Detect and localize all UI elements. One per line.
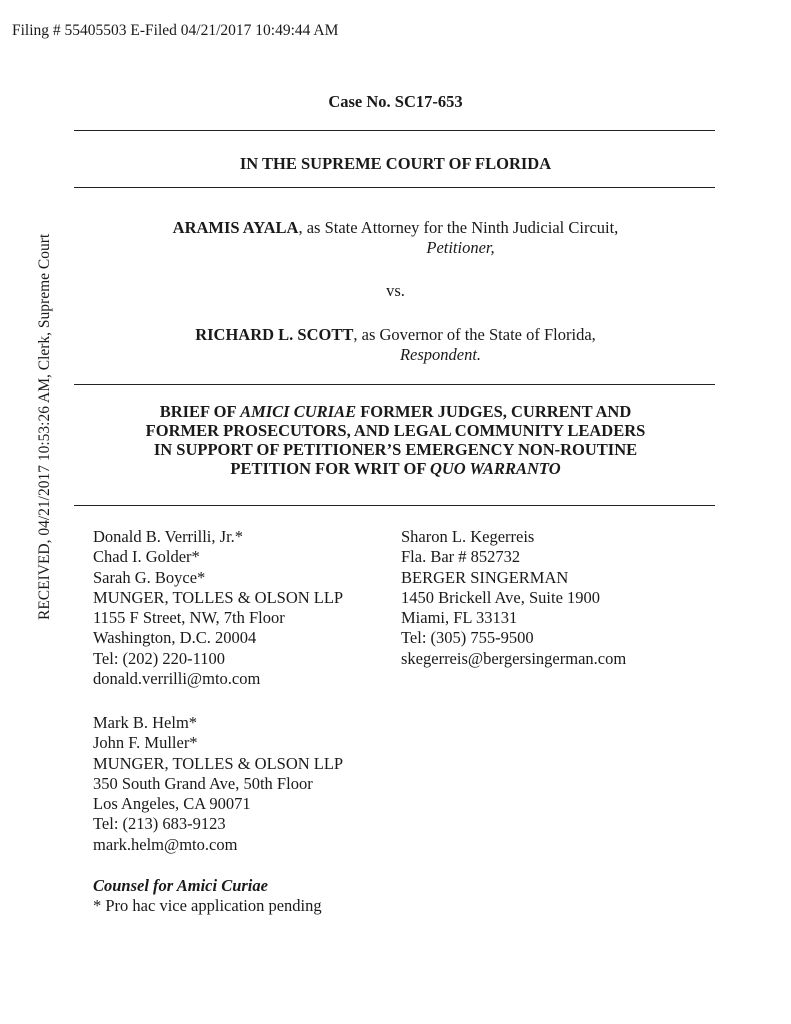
counsel-line: Donald B. Verrilli, Jr.*	[93, 527, 244, 546]
counsel-line: MUNGER, TOLLES & OLSON LLP	[93, 587, 344, 607]
counsel-line: Tel: (213) 683-9123	[93, 814, 226, 834]
counsel-block-los-angeles	[93, 713, 343, 855]
brief-title-text: FORMER JUDGES, CURRENT AND	[356, 402, 632, 421]
case-number: Case No. SC17-653	[328, 92, 463, 111]
counsel-line: Los Angeles, CA 90071	[93, 794, 251, 814]
respondent-block	[0, 325, 791, 365]
divider-rule	[74, 187, 715, 188]
respondent-line	[0, 325, 791, 345]
counsel-line: Washington, D.C. 20004	[93, 628, 257, 648]
counsel-line: 1450 Brickell Ave, Suite 1900	[401, 587, 601, 607]
versus: vs.	[386, 281, 405, 300]
counsel-line: Sarah G. Boyce*	[93, 567, 206, 587]
respondent-description: , as Governor of the State of Florida,	[353, 325, 596, 344]
counsel-line: Tel: (305) 755-9500	[401, 628, 534, 648]
counsel-line: Miami, FL 33131	[401, 608, 518, 628]
pro-hac-vice-note: * Pro hac vice application pending	[93, 896, 322, 916]
brief-title-text: PETITION FOR WRIT OF	[230, 459, 430, 478]
amici-curiae-italic: AMICI CURIAE	[240, 402, 357, 421]
petitioner-description: , as State Attorney for the Ninth Judicial Circuit,	[298, 218, 619, 237]
counsel-block-washington	[93, 527, 343, 689]
brief-title-line-3: IN SUPPORT OF PETITIONER’S EMERGENCY NON-ROUTINE	[153, 440, 638, 459]
counsel-email: skegerreis@bergersingerman.com	[401, 648, 627, 668]
counsel-label: Counsel for Amici Curiae	[93, 876, 268, 895]
counsel-line: BERGER SINGERMAN	[401, 567, 569, 587]
counsel-email: mark.helm@mto.com	[93, 834, 238, 854]
brief-title-line-1	[0, 402, 791, 421]
counsel-line: Chad I. Golder*	[93, 547, 200, 567]
counsel-email: donald.verrilli@mto.com	[93, 669, 261, 689]
petitioner-line	[0, 218, 791, 238]
counsel-line: Sharon L. Kegerreis	[401, 527, 535, 546]
divider-rule	[74, 384, 715, 385]
petitioner-role: Petitioner,	[426, 238, 495, 257]
counsel-line: 350 South Grand Ave, 50th Floor	[93, 773, 313, 793]
divider-rule	[74, 505, 715, 506]
brief-title-text: BRIEF OF	[159, 402, 241, 421]
respondent-name: RICHARD L. SCOTT	[195, 325, 354, 344]
counsel-line: 1155 F Street, NW, 7th Floor	[93, 608, 285, 628]
counsel-line: MUNGER, TOLLES & OLSON LLP	[93, 753, 344, 773]
counsel-block-miami	[401, 527, 626, 669]
received-stamp: RECEIVED, 04/21/2017 10:53:26 AM, Clerk, Supreme Court	[36, 233, 53, 620]
brief-title	[0, 402, 791, 478]
quo-warranto-italic: QUO WARRANTO	[429, 459, 561, 478]
respondent-role: Respondent.	[399, 345, 482, 364]
petitioner-name: ARAMIS AYALA	[172, 218, 299, 237]
counsel-line: Fla. Bar # 852732	[401, 547, 521, 567]
counsel-line: Mark B. Helm*	[93, 713, 198, 732]
court-name: IN THE SUPREME COURT OF FLORIDA	[239, 154, 552, 173]
counsel-line: Tel: (202) 220-1100	[93, 648, 226, 668]
filing-stamp: Filing # 55405503 E-Filed 04/21/2017 10:49:44 AM	[12, 22, 339, 39]
brief-title-line-2: FORMER PROSECUTORS, AND LEGAL COMMUNITY LEADERS	[145, 421, 646, 440]
brief-title-line-4	[0, 459, 791, 478]
petitioner-block	[0, 218, 791, 258]
counsel-footer	[93, 876, 322, 917]
counsel-line: John F. Muller*	[93, 733, 198, 753]
divider-rule	[74, 130, 715, 131]
